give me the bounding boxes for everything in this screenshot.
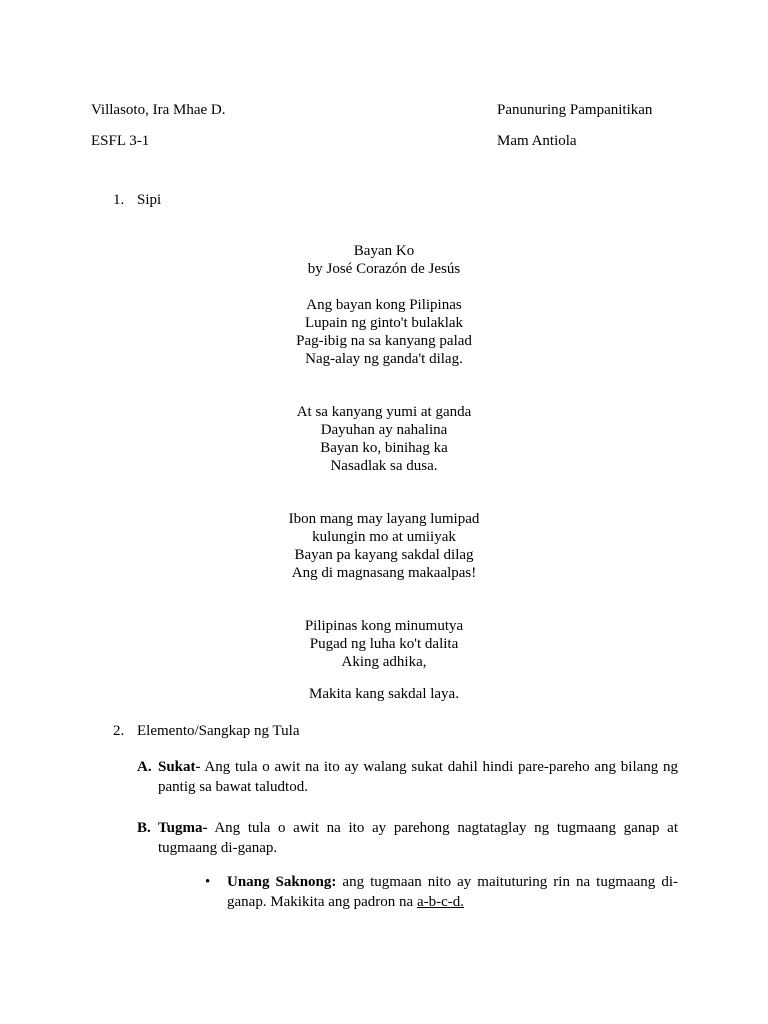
section1-number: 1.: [113, 192, 125, 208]
poem-line: Nasadlak sa dusa.: [330, 458, 438, 474]
poem-stanza-3: [0, 510, 768, 582]
section2-title: Elemento/Sangkap ng Tula: [137, 723, 300, 739]
poem-line: Aking adhika,: [341, 654, 427, 670]
poem-line: Dayuhan ay nahalina: [320, 422, 448, 438]
item-b-text: Ang tula o awit na ito ay parehong nagtataglay ng tugmaang ganap at tugmaang di-ganap.: [158, 820, 678, 856]
poem-line: Bayan ko, binihag ka: [320, 440, 448, 456]
poem-line: Ibon mang may layang lumipad: [288, 511, 480, 527]
item-b-term: Tugma-: [158, 820, 208, 836]
item-b-letter: B.: [137, 820, 151, 836]
section1-title: Sipi: [137, 192, 162, 208]
poem-title: Bayan Ko: [353, 243, 415, 259]
bullet-1-paragraph: [227, 872, 678, 912]
poem-stanza-1: [0, 296, 768, 368]
teacher-name: Mam Antiola: [497, 133, 577, 149]
poem-line: kulungin mo at umiiyak: [312, 529, 456, 545]
poem-line: At sa kanyang yumi at ganda: [296, 404, 472, 420]
student-name: Villasoto, Ira Mhae D.: [91, 102, 226, 118]
poem-line: Ang bayan kong Pilipinas: [306, 297, 462, 313]
poem-stanza-2: [0, 403, 768, 475]
poem-last-line: [0, 685, 768, 703]
poem-line: Makita kang sakdal laya.: [309, 686, 459, 702]
item-b-paragraph: [158, 818, 678, 858]
bullet-1-pattern: a-b-c-d.: [416, 894, 465, 910]
poem-line: Ang di magnasang makaalpas!: [291, 565, 477, 581]
class-section: ESFL 3-1: [91, 133, 150, 149]
poem-line: Pilipinas kong minumutya: [304, 618, 464, 634]
poem-author: by José Corazón de Jesús: [307, 261, 461, 277]
course-name: Panunuring Pampanitikan: [497, 102, 653, 118]
poem-line: Pugad ng luha ko't dalita: [309, 636, 459, 652]
poem-line: Bayan pa kayang sakdal dilag: [294, 547, 474, 563]
bullet-1-term: Unang Saknong:: [227, 874, 337, 890]
item-a-text: Ang tula o awit na ito ay walang sukat dahil hindi pare-pareho ang bilang ng pantig sa bawat taludtod.: [158, 759, 678, 795]
poem-line: Nag-alay ng ganda't dilag.: [305, 351, 463, 367]
poem-heading: [0, 242, 768, 278]
poem-line: Lupain ng ginto't bulaklak: [304, 315, 464, 331]
item-a-paragraph: [158, 757, 678, 797]
poem-stanza-4: [0, 617, 768, 671]
section2-number: 2.: [113, 723, 125, 739]
item-a-term: Sukat-: [158, 759, 201, 775]
bullet-1-text: ang tugmaan nito ay maituturing rin na tugmaang di-ganap. Makikita ang padron na: [227, 874, 678, 910]
item-a-letter: A.: [137, 759, 152, 775]
poem-line: Pag-ibig na sa kanyang palad: [296, 333, 472, 349]
bullet-icon: •: [205, 874, 211, 890]
